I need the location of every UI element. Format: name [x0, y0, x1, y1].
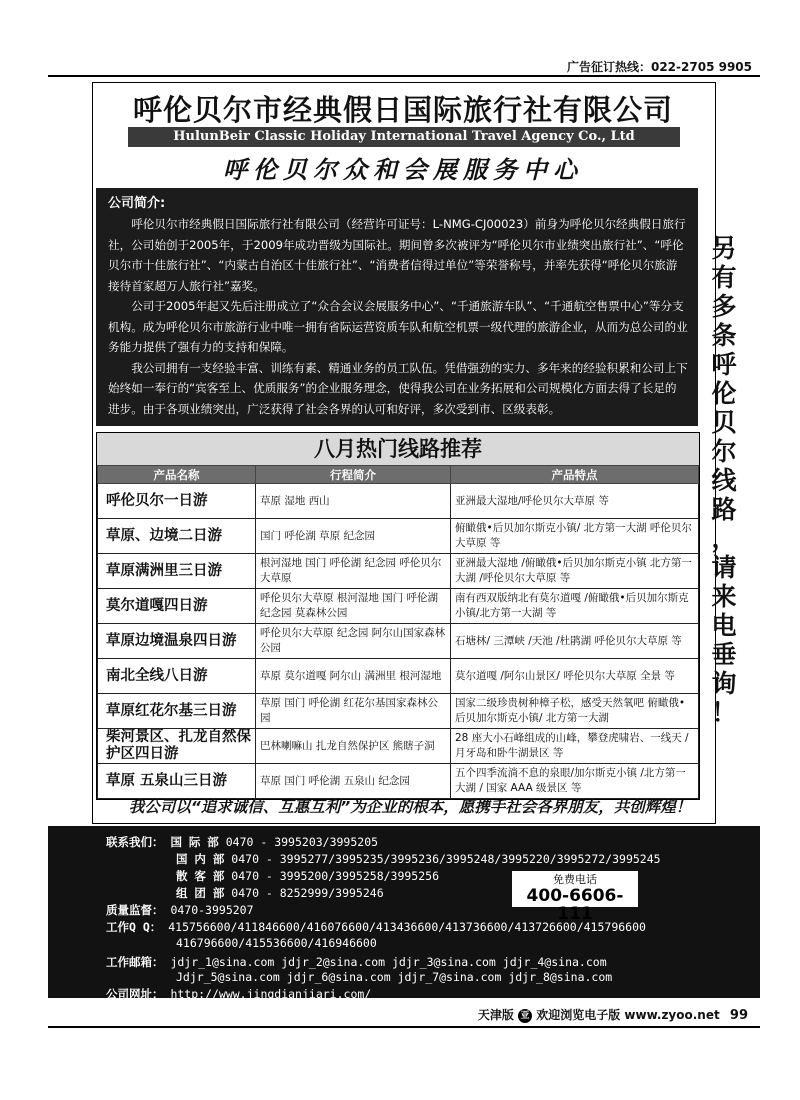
- route-name: 草原、边境二日游: [98, 519, 256, 554]
- center-name: 呼伦贝尔众和会展服务中心: [223, 156, 583, 184]
- page-number: 99: [729, 1008, 748, 1023]
- company-name-english: HulunBeir Classic Holiday International Travel Agency Co., Ltd: [128, 127, 680, 147]
- table-row: [98, 694, 699, 729]
- domestic-label: 国 内 部: [176, 852, 225, 866]
- qq-numbers: 415756600/411846600/416076600/413436600/413736600/413726600/415796600: [168, 920, 646, 934]
- intro-heading: 公司简介:: [108, 196, 166, 211]
- intro-paragraph-3: 我公司拥有一支经验丰富、训练有素、精通业务的员工队伍。凭借强劲的实力、多年来的经验积累和公司上下始终如一奉行的“宾客至上、优质服务”的企业服务理念，使得我公司在业务拓展和公司规模化方面去得了长足的进步。由于各项业绩突出，广泛获得了社会各界的认可和好评，多次受到市、区级表彰。: [108, 360, 688, 416]
- route-name: 草原满洲里三日游: [98, 554, 256, 589]
- edition-badge-icon: 亚: [518, 1009, 532, 1023]
- individual-phone: 0470 - 3995200/3995258/3995256: [231, 869, 440, 883]
- bottom-rule: [48, 1026, 760, 1028]
- web-link[interactable]: http://www.jingdianjiari.com/: [170, 987, 372, 1001]
- route-name: 草原 五泉山三日游: [98, 764, 256, 799]
- side-callout-char: 尔: [711, 437, 737, 466]
- web-label: 公司网址：: [106, 987, 164, 1001]
- side-callout-char: 电: [711, 611, 737, 640]
- intro-paragraph-2: 公司于2005年起又先后注册成立了“众合会议会展服务中心”、“千通旅游车队”、“千通航空售票中心”等分支机构。成为呼伦贝尔市旅游行业中唯一拥有省际运营资质车队和航空机票一级代理的旅游企业，从而为总公司的业务能力提供了强有力的支持和保障。: [108, 299, 688, 354]
- table-row: [98, 624, 699, 659]
- intl-phone: 0470 - 3995203/3995205: [225, 835, 379, 849]
- slogan: 我公司以“追求诚信、互惠互利”为企业的根本，愿携手社会各界朋友，共创辉煌！: [128, 798, 692, 816]
- route-brief: 国门 呼伦湖 草原 纪念园: [256, 519, 451, 554]
- route-brief: 草原 莫尔道嘎 阿尔山 满洲里 根河湿地: [256, 659, 451, 694]
- side-callout-char: 询: [711, 669, 737, 698]
- route-brief: 巴林喇嘛山 扎龙自然保护区 熊瞎子洞: [256, 729, 451, 764]
- side-callout-char: 线: [711, 466, 737, 495]
- qq-label: 工作Q Q：: [106, 920, 162, 934]
- col-header-name: 产品名称: [98, 466, 256, 484]
- route-feature: 南有西双版纳北有莫尔道嘎 /俯瞰俄•后贝加尔斯克小镇/北方第一大湖 等: [451, 589, 699, 624]
- route-brief: 草原 湿地 西山: [256, 484, 451, 519]
- ad-hotline: 广告征订热线：022-2705 9905: [566, 60, 752, 74]
- side-callout-char: 有: [711, 263, 737, 292]
- contact-row-qq-2: [176, 936, 377, 950]
- footer-text[interactable]: 欢迎浏览电子版 www.zyoo.net: [536, 1008, 720, 1022]
- route-brief: 根河湿地 国门 呼伦湖 纪念园 呼伦贝尔大草原: [256, 554, 451, 589]
- side-callout-char: 垂: [711, 640, 737, 669]
- table-row: [98, 659, 699, 694]
- side-callout-char: 条: [711, 321, 737, 350]
- contact-label: 联系我们：: [106, 835, 164, 849]
- side-callout-char: 请: [711, 553, 737, 582]
- free-phone-box: [512, 871, 638, 924]
- side-callout-char: 多: [711, 292, 737, 321]
- route-feature: 亚洲最大湿地 /俯瞰俄•后贝加尔斯克小镇 北方第一大湖 /呼伦贝尔大草原 等: [451, 554, 699, 589]
- qq-numbers-2: 416796600/415536600/416946600: [176, 936, 377, 950]
- routes-section: [96, 432, 700, 800]
- footer: [478, 1006, 748, 1023]
- edition: 天津版: [477, 1008, 514, 1022]
- side-callout-char: 路: [711, 495, 737, 524]
- route-feature: 莫尔道嘎 /阿尔山景区/ 呼伦贝尔大草原 全景 等: [451, 659, 699, 694]
- route-name: 呼伦贝尔一日游: [98, 484, 256, 519]
- route-name: 草原边境温泉四日游: [98, 624, 256, 659]
- free-phone-label: 免费电话: [553, 873, 597, 886]
- contact-row-email-2: [176, 970, 612, 984]
- contact-row-intl: [106, 834, 378, 850]
- quality-label: 质量监督：: [106, 903, 164, 917]
- domestic-phone: 0470 - 3995277/3995235/3995236/3995248/3995220/3995272/3995245: [231, 852, 661, 866]
- col-header-brief: 行程简介: [256, 466, 451, 484]
- table-row: [98, 554, 699, 589]
- col-header-feature: 产品特点: [451, 466, 699, 484]
- table-row: [98, 589, 699, 624]
- side-callout-char: 呼: [711, 350, 737, 379]
- side-callout-char: 另: [711, 234, 737, 263]
- contact-row-individual: [176, 868, 439, 884]
- company-intro: [96, 188, 698, 426]
- free-phone-number[interactable]: 400-6606-111: [526, 886, 624, 924]
- intro-paragraph-1: 呼伦贝尔市经典假日国际旅行社有限公司（经营许可证号：L-NMG-CJ00023）前身为呼伦贝尔经典假日旅行社，公司始创于2005年，于2009年成功晋级为国际社。期间曾多次被评为“呼伦贝尔市业绩突出旅行社”、“呼伦贝尔市十佳旅行社”、“内蒙古自治区十佳旅行社”、“消费者信得过单位”等荣誉称号，并率先获得“呼伦贝尔旅游接待首家超万人旅行社”嘉奖。: [108, 217, 686, 293]
- route-feature: 28 座大小石峰组成的山峰，攀登虎啸岩、一线天 /月牙岛和卧牛湖景区 等: [451, 729, 699, 764]
- intl-label: 国 际 部: [170, 835, 219, 849]
- top-rule: [48, 75, 760, 77]
- route-name: 柴河景区、扎龙自然保护区四日游: [98, 729, 256, 764]
- routes-title: 八月热门线路推荐: [97, 433, 699, 465]
- contact-row-quality: [106, 902, 254, 918]
- contact-row-web: [106, 986, 371, 1002]
- contact-row-domestic: [176, 851, 661, 867]
- contact-row-group: [176, 885, 384, 901]
- table-row: [98, 764, 699, 799]
- side-callout: [706, 234, 742, 727]
- route-brief: 呼伦贝尔大草原 纪念园 阿尔山国家森林公园: [256, 624, 451, 659]
- route-feature: 俯瞰俄•后贝加尔斯克小镇/ 北方第一大湖 呼伦贝尔大草原 等: [451, 519, 699, 554]
- route-name: 莫尔道嘎四日游: [98, 589, 256, 624]
- table-row: [98, 484, 699, 519]
- side-callout-char: 来: [711, 582, 737, 611]
- table-row: [98, 519, 699, 554]
- email-label: 工作邮箱：: [106, 955, 164, 969]
- route-feature: 石塘林/ 三潭峡 /天池 /杜鹃湖 呼伦贝尔大草原 等: [451, 624, 699, 659]
- contact-panel: [48, 826, 760, 1001]
- contact-row-email: [106, 954, 607, 970]
- route-name: 南北全线八日游: [98, 659, 256, 694]
- route-brief: 草原 国门 呼伦湖 五泉山 纪念园: [256, 764, 451, 799]
- individual-label: 散 客 部: [176, 869, 225, 883]
- group-label: 组 团 部: [176, 886, 225, 900]
- route-feature: 国家二级珍贵树种樟子松，感受天然氧吧 俯瞰俄•后贝加尔斯克小镇/ 北方第一大湖: [451, 694, 699, 729]
- side-callout-char: ，: [711, 524, 737, 553]
- table-row: [98, 729, 699, 764]
- routes-table: [97, 465, 699, 799]
- side-callout-char: 贝: [711, 408, 737, 437]
- company-name: 呼伦贝尔市经典假日国际旅行社有限公司: [132, 93, 673, 127]
- route-name: 草原红花尔基三日游: [98, 694, 256, 729]
- side-callout-char: ！: [711, 698, 737, 727]
- route-feature: 亚洲最大湿地/呼伦贝尔大草原 等: [451, 484, 699, 519]
- route-feature: 五个四季流淌不息的泉眼/加尔斯克小镇 /北方第一大湖 / 国家 AAA 级景区 等: [451, 764, 699, 799]
- route-brief: 草原 国门 呼伦湖 红花尔基国家森林公园: [256, 694, 451, 729]
- group-phone: 0470 - 8252999/3995246: [231, 886, 384, 900]
- email-list[interactable]: jdjr_1@sina.com jdjr_2@sina.com jdjr_3@sina.com jdjr_4@sina.com: [170, 955, 607, 969]
- route-brief: 呼伦贝尔大草原 根河湿地 国门 呼伦湖 纪念园 莫森林公园: [256, 589, 451, 624]
- email-list-2[interactable]: Jdjr_5@sina.com jdjr_6@sina.com jdjr_7@sina.com jdjr_8@sina.com: [176, 970, 613, 984]
- side-callout-char: 伦: [711, 379, 737, 408]
- quality-phone: 0470-3995207: [170, 903, 254, 917]
